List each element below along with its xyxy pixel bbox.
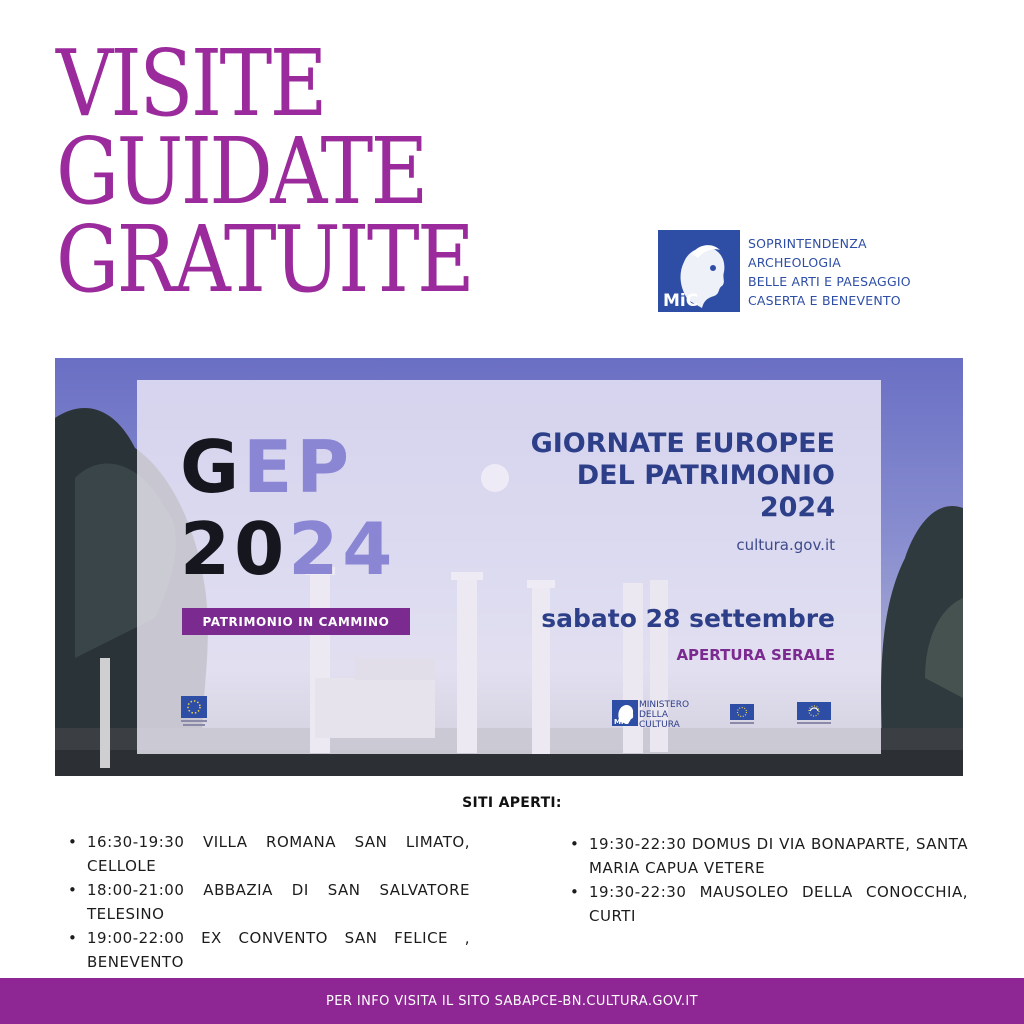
ministry-line-2: DELLA <box>639 710 669 720</box>
mic-ministry-logo-icon <box>612 700 638 726</box>
mic-mini-mark: MiC <box>614 718 629 726</box>
list-item: • 19:00-22:00 EX CONVENTO SAN FELICE , BENEVENTO <box>68 926 470 974</box>
soprintendenza-name <box>748 234 988 310</box>
mic-head-logo-icon <box>658 230 740 312</box>
title-line-3: GRATUITE <box>56 206 473 313</box>
open-sites-heading: SITI APERTI: <box>462 795 562 811</box>
sop-line-4: CASERTA E BENEVENTO <box>748 293 901 308</box>
eu-flag-logo-icon <box>730 704 754 726</box>
footer-info-link[interactable]: PER INFO VISITA IL SITO SABAPCE-BN.CULTURA.GOV.IT <box>326 993 698 1009</box>
event-opening: APERTURA SERALE <box>676 646 835 664</box>
gep-letter-g: G <box>180 425 244 509</box>
event-date: sabato 28 settembre <box>541 604 835 633</box>
list-item: • 16:30-19:30 VILLA ROMANA SAN LIMATO, CELLOLE <box>68 830 470 878</box>
event-title-line-2: DEL PATRIMONIO <box>576 460 835 491</box>
gep-letters-ep: EP <box>243 425 354 509</box>
open-sites-list-left <box>68 830 470 974</box>
sop-line-3: BELLE ARTI E PAESAGGIO <box>748 274 911 289</box>
gep-year-20: 20 <box>180 507 289 591</box>
ministry-line-1: MINISTERO <box>639 700 690 710</box>
event-title <box>415 428 835 524</box>
list-item: • 19:30-22:30 DOMUS DI VIA BONAPARTE, SANTA MARIA CAPUA VETERE <box>570 832 968 880</box>
poster-title <box>56 30 538 313</box>
event-title-line-3: 2024 <box>759 492 835 523</box>
list-item: • 19:30-22:30 MAUSOLEO DELLA CONOCCHIA, CURTI <box>570 880 968 928</box>
sop-line-1: SOPRINTENDENZA <box>748 236 867 251</box>
sop-line-2: ARCHEOLOGIA <box>748 255 841 270</box>
footer-info-bar <box>0 978 1024 1024</box>
ministry-name <box>639 700 689 730</box>
event-website: cultura.gov.it <box>736 536 835 554</box>
ministry-line-3: CULTURA <box>639 720 680 730</box>
event-title-line-1: GIORNATE EUROPEE <box>530 428 835 459</box>
list-item: • 18:00-21:00 ABBAZIA DI SAN SALVATORE TELESINO <box>68 878 470 926</box>
title-line-1: VISITE <box>56 30 325 137</box>
tagline-badge: PATRIMONIO IN CAMMINO <box>182 608 410 635</box>
european-heritage-days-logo-icon <box>179 694 209 730</box>
council-of-europe-logo-icon <box>797 702 831 726</box>
open-sites-list-right <box>570 832 968 928</box>
gep-banner <box>55 358 963 776</box>
gep-2024-logo <box>180 426 440 590</box>
title-line-2: GUIDATE <box>56 118 426 225</box>
gep-year-24: 24 <box>288 507 397 591</box>
sop-logo-mark: MiC <box>663 291 699 311</box>
